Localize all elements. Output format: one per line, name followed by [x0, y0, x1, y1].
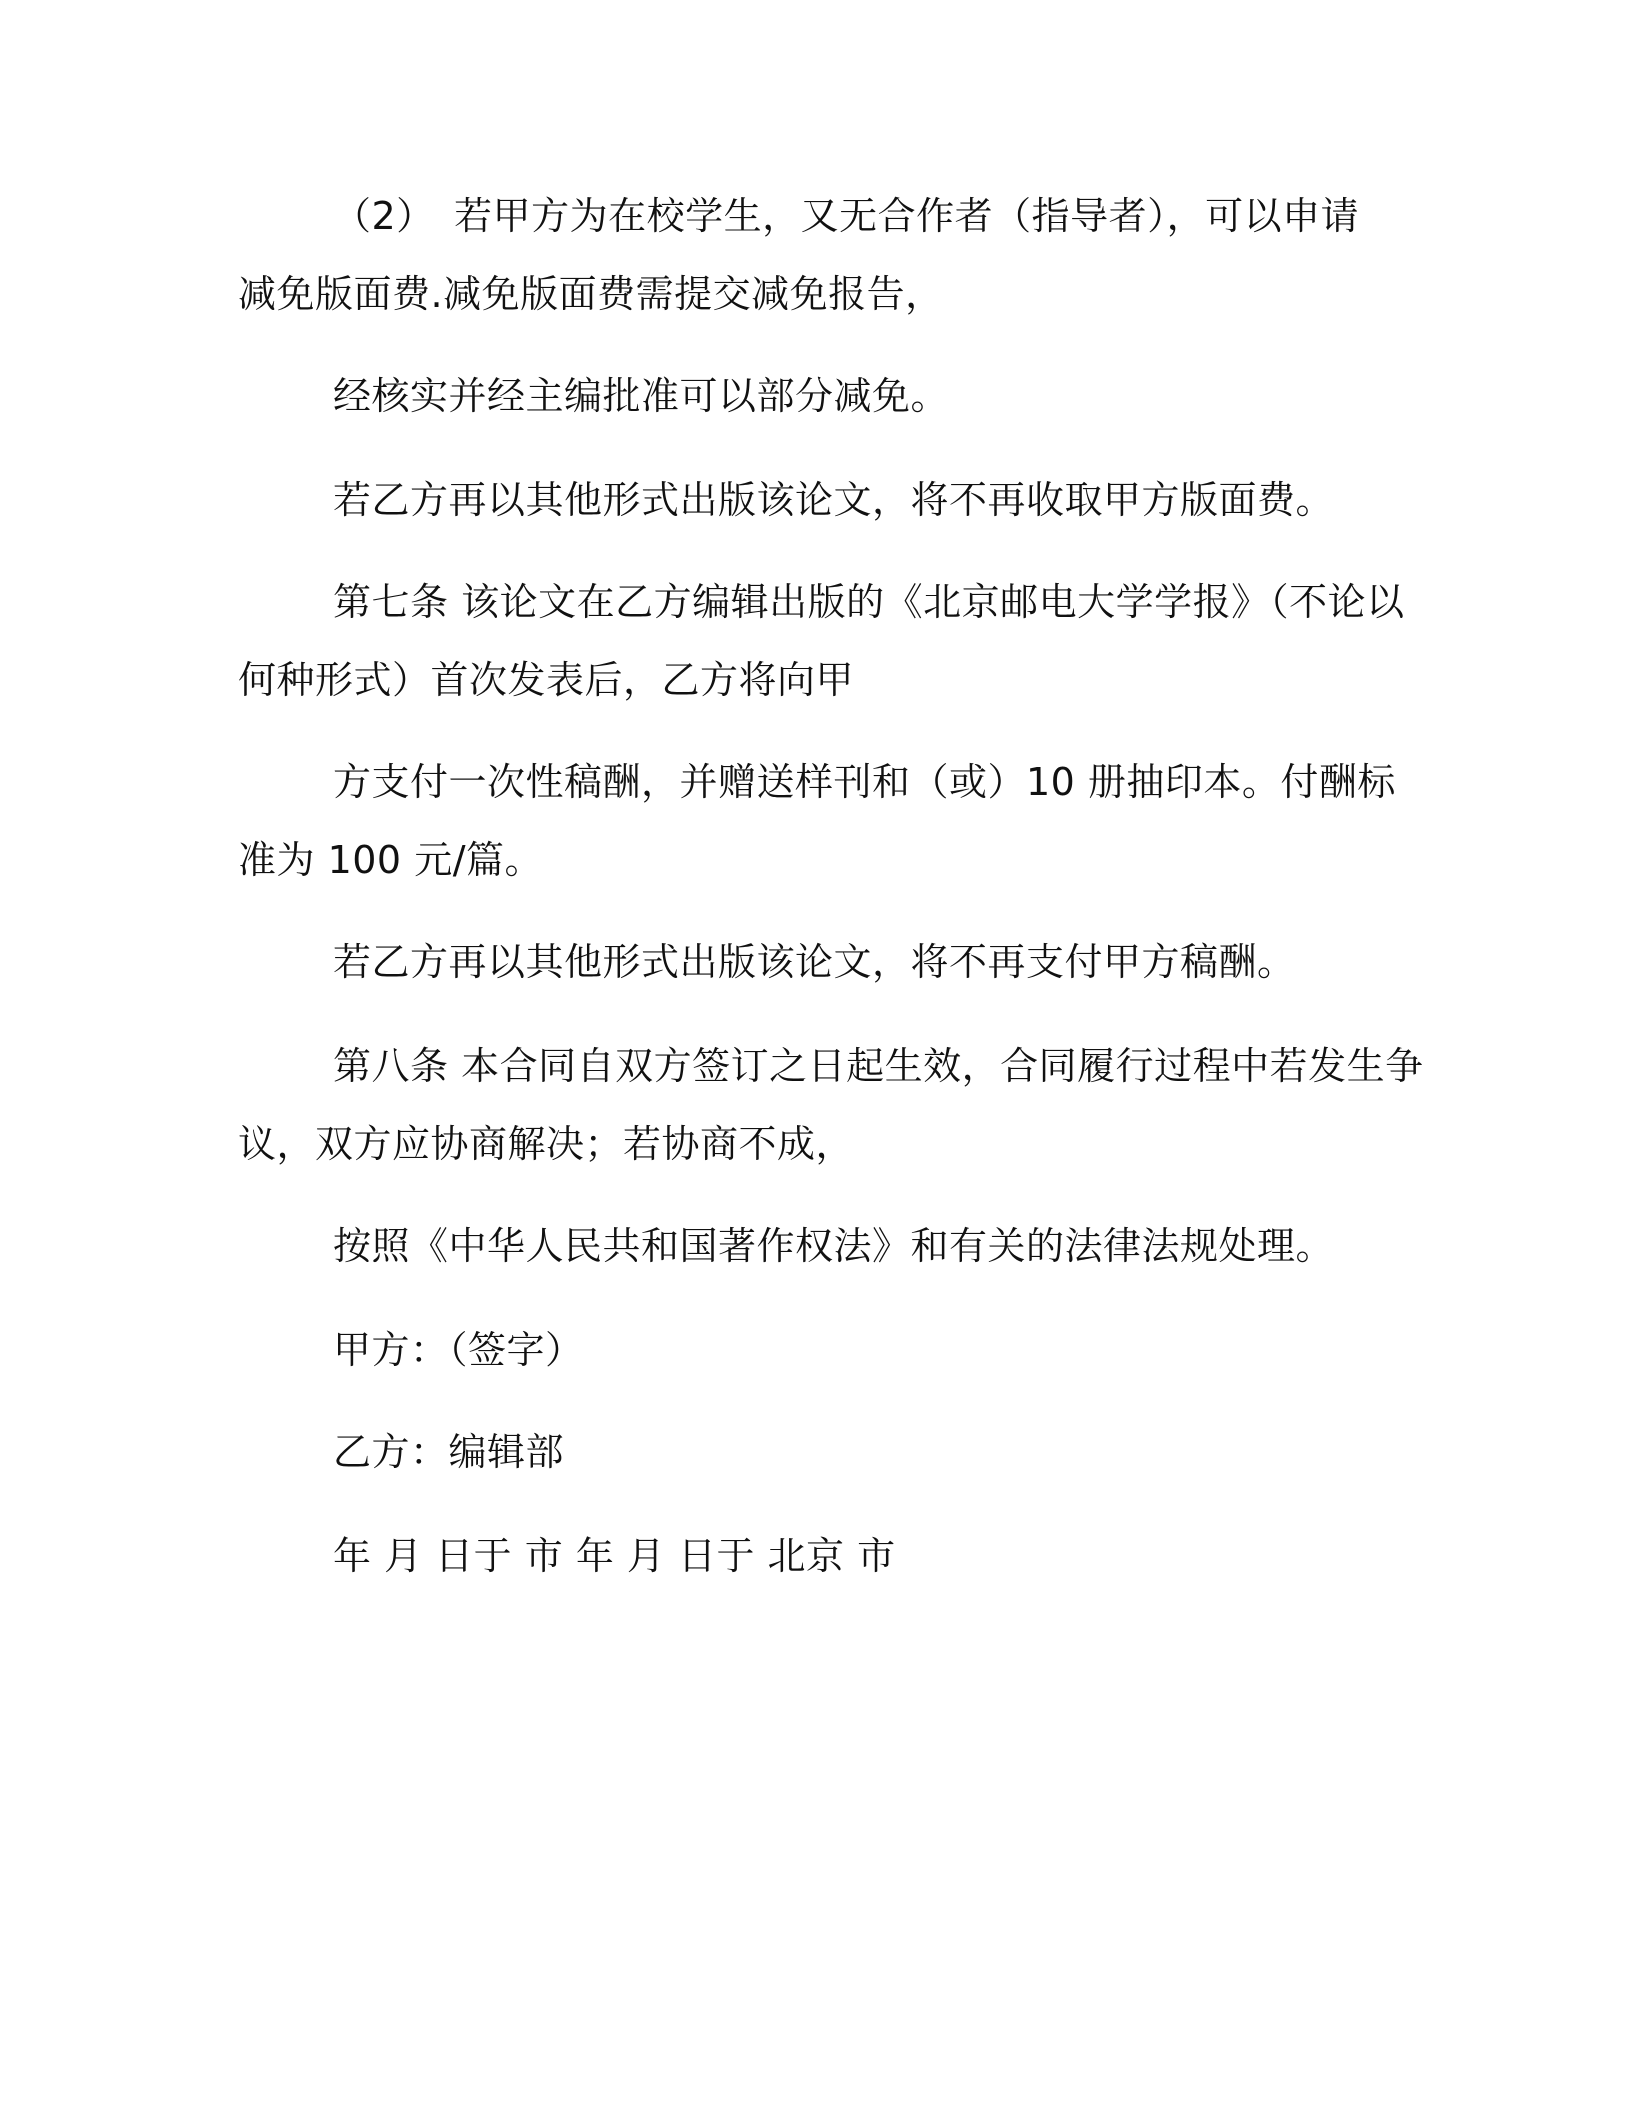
article-seven-payment-line-1: 方支付一次性稿酬，并赠送样刊和（或）10 册抽印本。付酬标 [333, 760, 1396, 804]
clause-fee-republish: 若乙方再以其他形式出版该论文，将不再收取甲方版面费。 [333, 478, 1335, 522]
party-b-signature: 乙方：编辑部 [333, 1430, 565, 1474]
article-seven-line-1: 第七条 该论文在乙方编辑出版的《北京邮电大学学报》（不论以 [333, 580, 1405, 624]
date-place-line: 年 月 日于 市 年 月 日于 北京 市 [333, 1534, 896, 1578]
article-seven-line-2: 何种形式）首次发表后，乙方将向甲 [238, 658, 855, 702]
article-eight-line-2: 议，双方应协商解决；若协商不成， [238, 1122, 855, 1166]
article-eight-law: 按照《中华人民共和国著作权法》和有关的法律法规处理。 [333, 1224, 1335, 1268]
clause-fee-waiver-line-2: 减免版面费.减免版面费需提交减免报告， [238, 272, 944, 316]
article-seven-payment-line-2: 准为 100 元/篇。 [238, 838, 543, 882]
article-eight-line-1: 第八条 本合同自双方签订之日起生效，合同履行过程中若发生争 [333, 1044, 1424, 1088]
clause-fee-waiver-approval: 经核实并经主编批准可以部分减免。 [333, 374, 950, 418]
article-seven-republish: 若乙方再以其他形式出版该论文，将不再支付甲方稿酬。 [333, 940, 1296, 984]
clause-fee-waiver-line-1: （2） 若甲方为在校学生，又无合作者（指导者），可以申请 [333, 194, 1360, 238]
party-a-signature: 甲方：（签字） [333, 1328, 584, 1372]
